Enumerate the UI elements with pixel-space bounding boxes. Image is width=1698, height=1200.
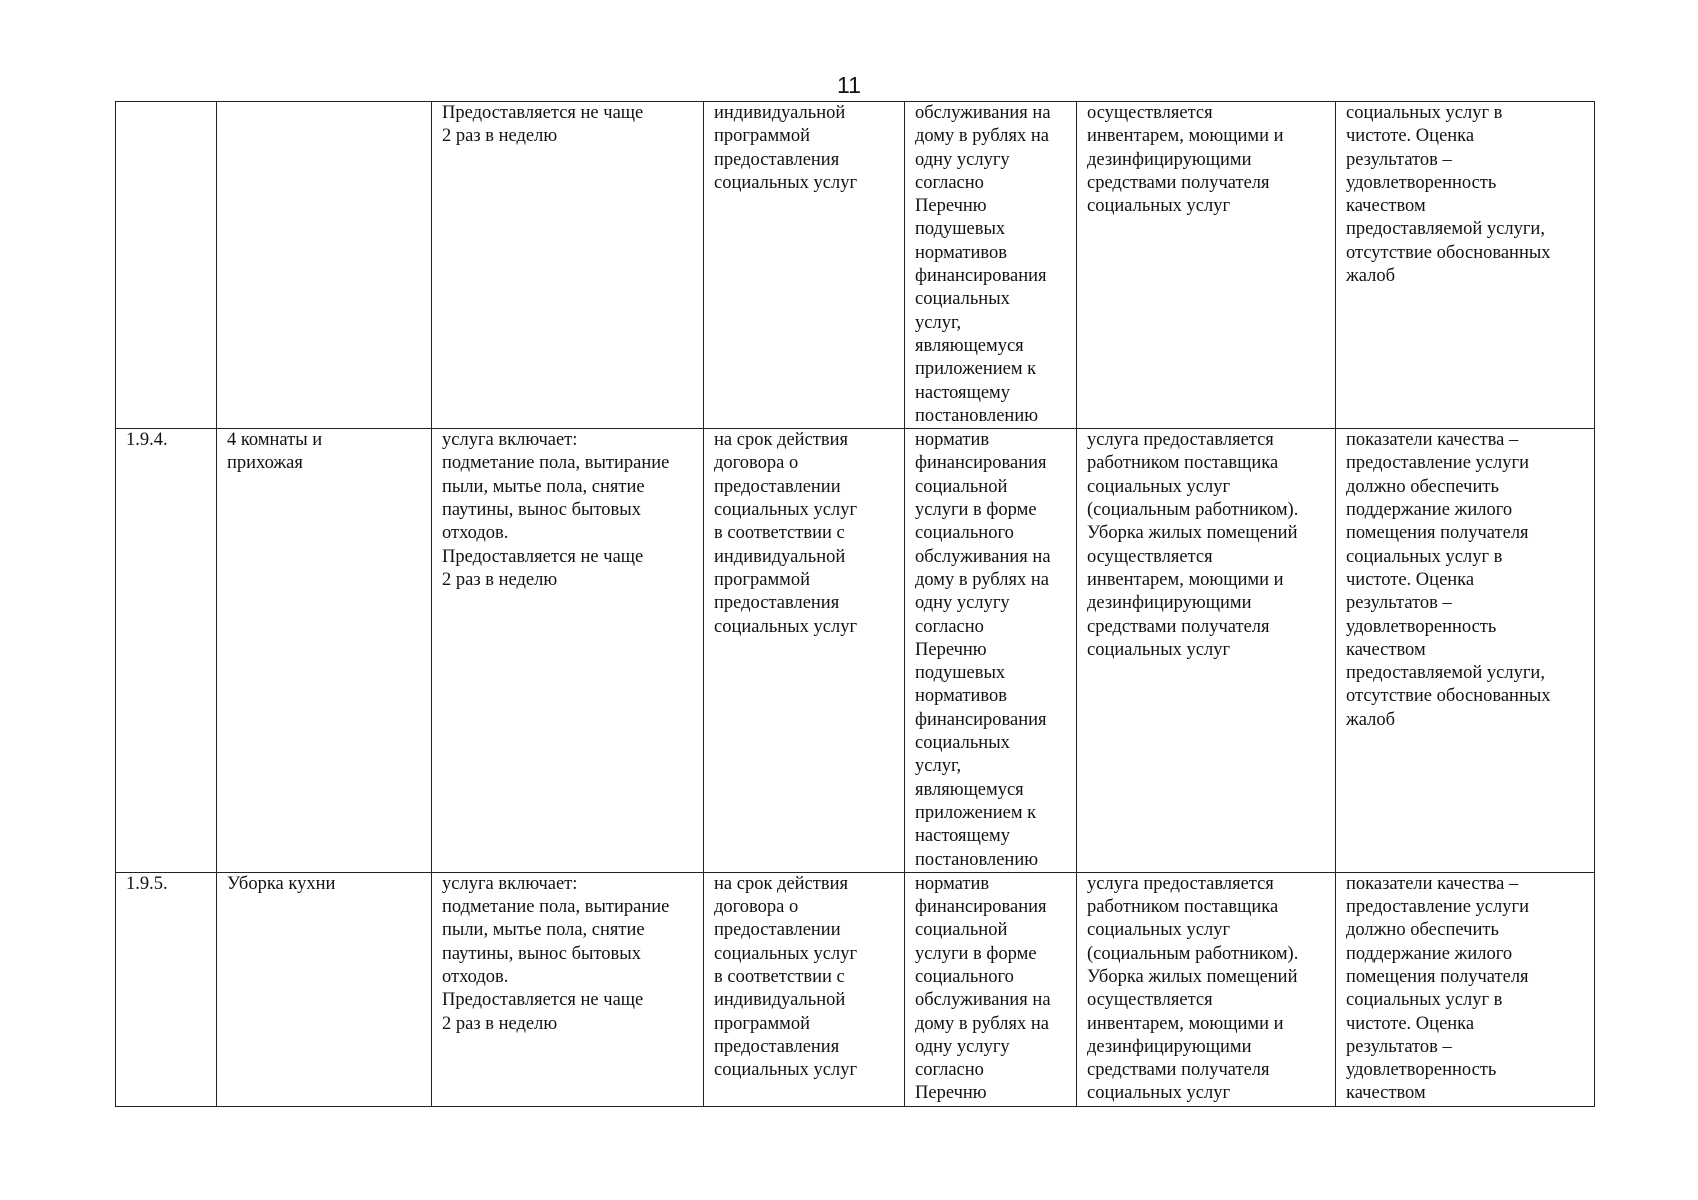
services-table: [115, 101, 1595, 1107]
cell-financing-norm: норматив финансирования социальной услуги в форме социального обслуживания на дому в рублях на одну услугу согласно Перечню: [905, 872, 1077, 1106]
cell-financing-norm: обслуживания на дому в рублях на одну услугу согласно Перечню подушевых нормативов финансирования социальных услуг, являющемуся приложением к настоящему постановлению: [905, 102, 1077, 429]
cell-service-content: Предоставляется не чаще 2 раз в неделю: [432, 102, 704, 429]
cell-service-conditions: осуществляется инвентарем, моющими и дезинфицирующими средствами получателя социальных услуг: [1077, 102, 1336, 429]
cell-service-content: услуга включает: подметание пола, вытирание пыли, мытье пола, снятие паутины, вынос бытовых отходов. Предоставляется не чаще 2 раз в неделю: [432, 872, 704, 1106]
table-row: [116, 872, 1595, 1106]
cell-service-term: индивидуальной программой предоставления социальных услуг: [704, 102, 905, 429]
cell-number: 1.9.4.: [116, 429, 217, 873]
table-row: [116, 102, 1595, 429]
cell-service-name: Уборка кухни: [217, 872, 432, 1106]
cell-number: 1.9.5.: [116, 872, 217, 1106]
cell-number: [116, 102, 217, 429]
cell-service-term: на срок действия договора о предоставлении социальных услуг в соответствии с индивидуальной программой предоставления социальных услуг: [704, 872, 905, 1106]
cell-service-conditions: услуга предоставляется работником поставщика социальных услуг (социальным работником). Уборка жилых помещений осуществляется инвентарем, моющими и дезинфицирующими средствами получателя социальных услуг: [1077, 872, 1336, 1106]
cell-service-term: на срок действия договора о предоставлении социальных услуг в соответствии с индивидуальной программой предоставления социальных услуг: [704, 429, 905, 873]
cell-service-conditions: услуга предоставляется работником поставщика социальных услуг (социальным работником). Уборка жилых помещений осуществляется инвентарем, моющими и дезинфицирующими средствами получателя социальных услуг: [1077, 429, 1336, 873]
cell-service-name: [217, 102, 432, 429]
cell-quality-indicators: социальных услуг в чистоте. Оценка результатов – удовлетворенность качеством предоставляемой услуги, отсутствие обоснованных жалоб: [1336, 102, 1595, 429]
cell-quality-indicators: показатели качества – предоставление услуги должно обеспечить поддержание жилого помещения получателя социальных услуг в чистоте. Оценка результатов – удовлетворенность качеством предоставляемой услуги, отсутствие обоснованных жалоб: [1336, 429, 1595, 873]
table-row: [116, 429, 1595, 873]
cell-quality-indicators: показатели качества – предоставление услуги должно обеспечить поддержание жилого помещения получателя социальных услуг в чистоте. Оценка результатов – удовлетворенность качеством: [1336, 872, 1595, 1106]
cell-service-content: услуга включает: подметание пола, вытирание пыли, мытье пола, снятие паутины, вынос бытовых отходов. Предоставляется не чаще 2 раз в неделю: [432, 429, 704, 873]
cell-financing-norm: норматив финансирования социальной услуги в форме социального обслуживания на дому в рублях на одну услугу согласно Перечню подушевых нормативов финансирования социальных услуг, являющемуся приложением к настоящему постановлению: [905, 429, 1077, 873]
page-number: 11: [837, 72, 861, 98]
cell-service-name: 4 комнаты и прихожая: [217, 429, 432, 873]
